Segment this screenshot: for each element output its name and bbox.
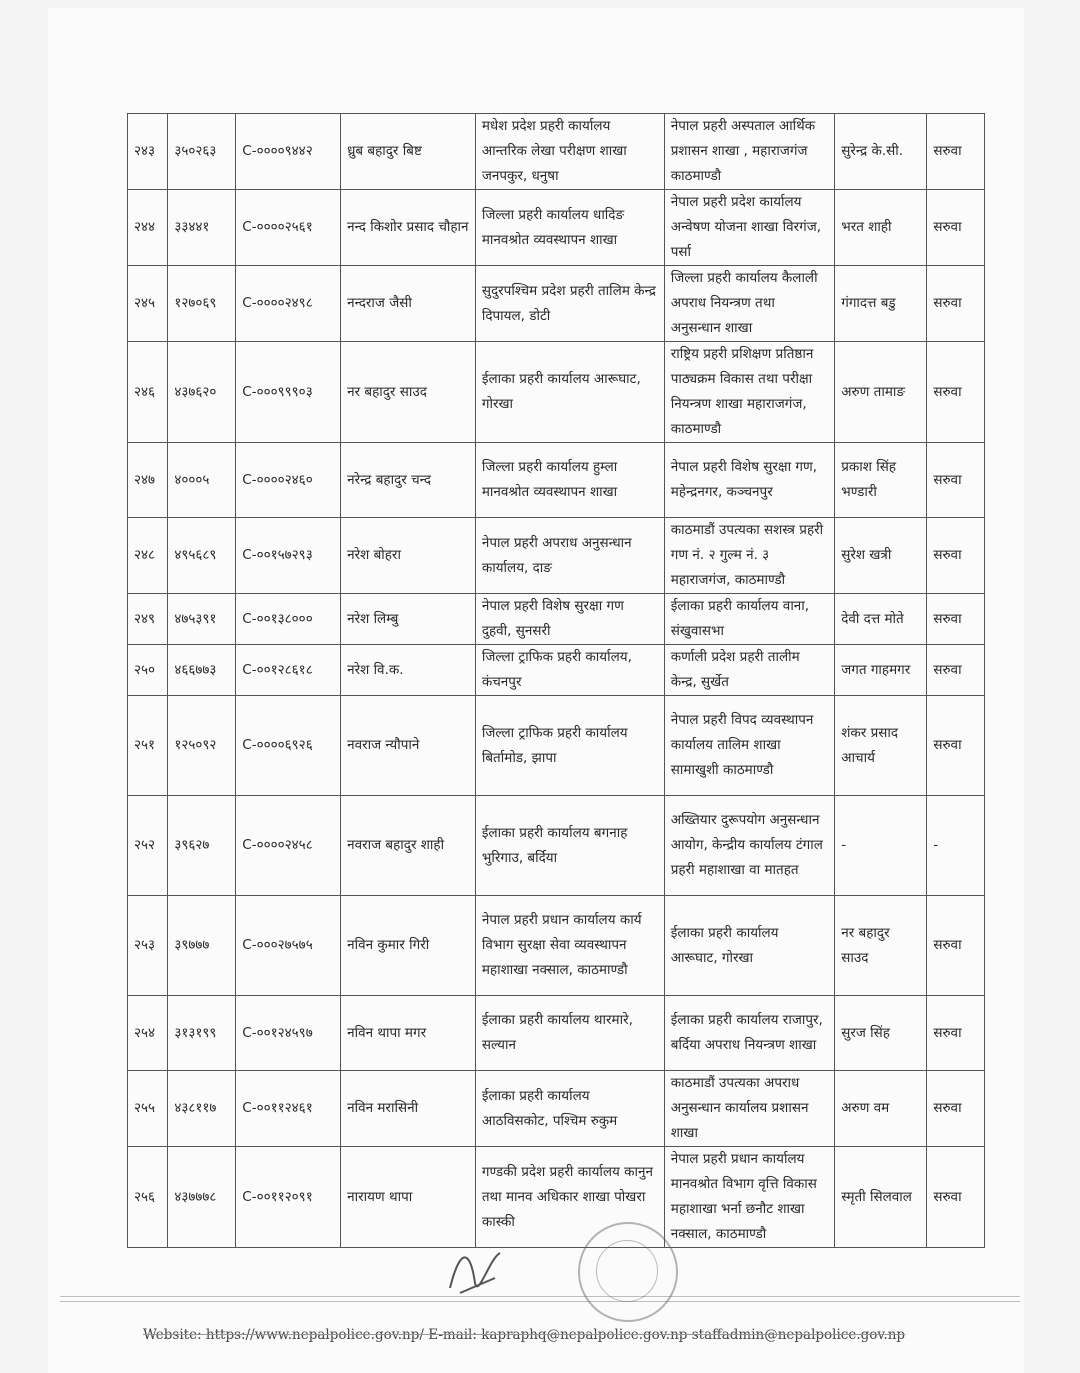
serial-number-cell: २४४ <box>128 190 168 266</box>
replacement-name-cell: सुरेन्द्र के.सी. <box>835 114 927 190</box>
replacement-name-cell: प्रकाश सिंह भण्डारी <box>835 443 927 518</box>
employee-id-cell: ३९६२७ <box>168 796 236 896</box>
current-office-cell: नेपाल प्रहरी अपराध अनुसन्धान कार्यालय, दाङ <box>475 518 664 594</box>
remarks-cell: सरुवा <box>927 1071 985 1147</box>
table-row <box>128 594 985 645</box>
employee-id-cell: ३३४४१ <box>168 190 236 266</box>
employee-id-cell: ३१३१९९ <box>168 996 236 1071</box>
footer-divider <box>60 1296 1020 1297</box>
employee-id-cell: ३५०२६३ <box>168 114 236 190</box>
replacement-name-cell: सुरेश खत्री <box>835 518 927 594</box>
employee-name-cell: नवराज न्यौपाने <box>341 696 476 796</box>
employee-code-cell: C-००११२४६१ <box>236 1071 341 1147</box>
replacement-name-cell: अरुण तामाङ <box>835 342 927 443</box>
serial-number-cell: २५५ <box>128 1071 168 1147</box>
transfer-office-cell: नेपाल प्रहरी अस्पताल आर्थिक प्रशासन शाखा , महाराजगंज काठमाण्डौ <box>664 114 834 190</box>
transfer-office-cell: नेपाल प्रहरी प्रधान कार्यालय मानवश्रोत विभाग वृत्ति विकास महाशाखा भर्ना छनौट शाखा नक्साल, काठमाण्डौ <box>664 1147 834 1248</box>
serial-number-cell: २४९ <box>128 594 168 645</box>
transfer-office-cell: नेपाल प्रहरी विपद व्यवस्थापन कार्यालय तालिम शाखा सामाखुशी काठमाण्डौ <box>664 696 834 796</box>
replacement-name-cell: सुरज सिंह <box>835 996 927 1071</box>
employee-id-cell: ३९७७७ <box>168 896 236 996</box>
remarks-cell: सरुवा <box>927 594 985 645</box>
employee-code-cell: C-००००२४५८ <box>236 796 341 896</box>
serial-number-cell: २४३ <box>128 114 168 190</box>
current-office-cell: जिल्ला ट्राफिक प्रहरी कार्यालय, कंचनपुर <box>475 645 664 696</box>
serial-number-cell: २४५ <box>128 266 168 342</box>
replacement-name-cell: जगत गाहमगर <box>835 645 927 696</box>
footer-divider <box>60 1301 1020 1302</box>
employee-code-cell: C-००१५७२९३ <box>236 518 341 594</box>
replacement-name-cell: नर बहादुर साउद <box>835 896 927 996</box>
transfer-table <box>127 113 985 1248</box>
employee-code-cell: C-००००२४९८ <box>236 266 341 342</box>
transfer-office-cell: नेपाल प्रहरी प्रदेश कार्यालय अन्वेषण योजना शाखा विरगंज, पर्सा <box>664 190 834 266</box>
employee-id-cell: ४९५६८९ <box>168 518 236 594</box>
employee-code-cell: C-००१२८६१८ <box>236 645 341 696</box>
employee-name-cell: नविन थापा मगर <box>341 996 476 1071</box>
current-office-cell: जिल्ला प्रहरी कार्यालय हुम्ला मानवश्रोत व्यवस्थापन शाखा <box>475 443 664 518</box>
serial-number-cell: २४६ <box>128 342 168 443</box>
transfer-office-cell: काठमाडौं उपत्यका अपराध अनुसन्धान कार्यालय प्रशासन शाखा <box>664 1071 834 1147</box>
current-office-cell: ईलाका प्रहरी कार्यालय बगनाह भुरिगाउ, बर्दिया <box>475 796 664 896</box>
replacement-name-cell: स्मृती सिलवाल <box>835 1147 927 1248</box>
current-office-cell: गण्डकी प्रदेश प्रहरी कार्यालय कानुन तथा मानव अधिकार शाखा पोखरा कास्की <box>475 1147 664 1248</box>
employee-name-cell: नविन कुमार गिरी <box>341 896 476 996</box>
current-office-cell: ईलाका प्रहरी कार्यालय थारमारे, सल्यान <box>475 996 664 1071</box>
transfer-office-cell: ईलाका प्रहरी कार्यालय राजापुर, बर्दिया अपराध नियन्त्रण शाखा <box>664 996 834 1071</box>
serial-number-cell: २४८ <box>128 518 168 594</box>
employee-name-cell: नरेश वि.क. <box>341 645 476 696</box>
remarks-cell: सरुवा <box>927 1147 985 1248</box>
transfer-office-cell: ईलाका प्रहरी कार्यालय वाना, संखुवासभा <box>664 594 834 645</box>
remarks-cell: सरुवा <box>927 696 985 796</box>
employee-name-cell: नन्दराज जैसी <box>341 266 476 342</box>
table-row <box>128 342 985 443</box>
employee-id-cell: ४३७६२० <box>168 342 236 443</box>
transfer-office-cell: जिल्ला प्रहरी कार्यालय कैलाली अपराध नियन्त्रण तथा अनुसन्धान शाखा <box>664 266 834 342</box>
employee-name-cell: ध्रुब बहादुर बिष्ट <box>341 114 476 190</box>
table-row <box>128 266 985 342</box>
replacement-name-cell: शंकर प्रसाद आचार्य <box>835 696 927 796</box>
employee-name-cell: नविन मरासिनी <box>341 1071 476 1147</box>
employee-code-cell: C-०००९९९०३ <box>236 342 341 443</box>
office-seal-icon <box>578 1222 678 1322</box>
signature-icon <box>440 1238 510 1308</box>
employee-name-cell: नारायण थापा <box>341 1147 476 1248</box>
current-office-cell: नेपाल प्रहरी विशेष सुरक्षा गण दुहवी, सुनसरी <box>475 594 664 645</box>
serial-number-cell: २५३ <box>128 896 168 996</box>
employee-id-cell: १२५०९२ <box>168 696 236 796</box>
transfer-office-cell: कर्णाली प्रदेश प्रहरी तालीम केन्द्र, सुर्खेत <box>664 645 834 696</box>
employee-code-cell: C-००१२४५९७ <box>236 996 341 1071</box>
current-office-cell: ईलाका प्रहरी कार्यालय आरूघाट, गोरखा <box>475 342 664 443</box>
replacement-name-cell: देवी दत्त मोते <box>835 594 927 645</box>
current-office-cell: नेपाल प्रहरी प्रधान कार्यालय कार्य विभाग सुरक्षा सेवा व्यवस्थापन महाशाखा नक्साल, काठमाण्डौ <box>475 896 664 996</box>
serial-number-cell: २५१ <box>128 696 168 796</box>
remarks-cell: सरुवा <box>927 645 985 696</box>
serial-number-cell: २५४ <box>128 996 168 1071</box>
table-row <box>128 645 985 696</box>
employee-code-cell: C-००११२०९१ <box>236 1147 341 1248</box>
table-row <box>128 1147 985 1248</box>
table-row <box>128 996 985 1071</box>
table-row <box>128 896 985 996</box>
current-office-cell: ईलाका प्रहरी कार्यालय आठविसकोट, पश्चिम रुकुम <box>475 1071 664 1147</box>
remarks-cell: सरुवा <box>927 518 985 594</box>
transfer-office-cell: राष्ट्रिय प्रहरी प्रशिक्षण प्रतिष्ठान पाठ्यक्रम विकास तथा परीक्षा नियन्त्रण शाखा महाराजगंज, काठमाण्डौ <box>664 342 834 443</box>
table-row <box>128 796 985 896</box>
remarks-cell: सरुवा <box>927 996 985 1071</box>
current-office-cell: सुदुरपश्चिम प्रदेश प्रहरी तालिम केन्द्र दिपायल, डोटी <box>475 266 664 342</box>
transfer-office-cell: ईलाका प्रहरी कार्यालय आरूघाट, गोरखा <box>664 896 834 996</box>
employee-code-cell: C-००००६९२६ <box>236 696 341 796</box>
table-row <box>128 443 985 518</box>
employee-name-cell: नरेश लिम्बु <box>341 594 476 645</box>
transfer-office-cell: काठमाडौं उपत्यका सशस्त्र प्रहरी गण नं. २ गुल्म नं. ३ महाराजगंज, काठमाण्डौ <box>664 518 834 594</box>
table-row <box>128 696 985 796</box>
transfer-office-cell: अख्तियार दुरूपयोग अनुसन्धान आयोग, केन्द्रीय कार्यालय टंगाल प्रहरी महाशाखा वा मातहत <box>664 796 834 896</box>
current-office-cell: मधेश प्रदेश प्रहरी कार्यालय आन्तरिक लेखा परीक्षण शाखा जनपकुर, धनुषा <box>475 114 664 190</box>
employee-id-cell: ४३७७७८ <box>168 1147 236 1248</box>
remarks-cell: सरुवा <box>927 266 985 342</box>
employee-id-cell: १२७०६९ <box>168 266 236 342</box>
employee-name-cell: नर बहादुर साउद <box>341 342 476 443</box>
transfer-office-cell: नेपाल प्रहरी विशेष सुरक्षा गण, महेन्द्रनगर, कञ्चनपुर <box>664 443 834 518</box>
replacement-name-cell: भरत शाही <box>835 190 927 266</box>
employee-code-cell: C-००१३८००० <box>236 594 341 645</box>
employee-code-cell: C-०००२७५७५ <box>236 896 341 996</box>
employee-id-cell: ४६६७७३ <box>168 645 236 696</box>
employee-id-cell: ४७५३९१ <box>168 594 236 645</box>
employee-name-cell: नवराज बहादुर शाही <box>341 796 476 896</box>
employee-name-cell: नन्द किशोर प्रसाद चौहान <box>341 190 476 266</box>
current-office-cell: जिल्ला ट्राफिक प्रहरी कार्यालय बिर्तामोड, झापा <box>475 696 664 796</box>
remarks-cell: सरुवा <box>927 896 985 996</box>
employee-code-cell: C-००००९४४२ <box>236 114 341 190</box>
employee-name-cell: नरेन्द्र बहादुर चन्द <box>341 443 476 518</box>
remarks-cell: सरुवा <box>927 342 985 443</box>
remarks-cell: - <box>927 796 985 896</box>
employee-id-cell: ४०००५ <box>168 443 236 518</box>
remarks-cell: सरुवा <box>927 114 985 190</box>
employee-id-cell: ४३८११७ <box>168 1071 236 1147</box>
employee-code-cell: C-००००२४६० <box>236 443 341 518</box>
serial-number-cell: २४७ <box>128 443 168 518</box>
employee-name-cell: नरेश बोहरा <box>341 518 476 594</box>
serial-number-cell: २५६ <box>128 1147 168 1248</box>
remarks-cell: सरुवा <box>927 190 985 266</box>
replacement-name-cell: गंगादत्त बडु <box>835 266 927 342</box>
table-row <box>128 1071 985 1147</box>
replacement-name-cell: - <box>835 796 927 896</box>
table-row <box>128 518 985 594</box>
replacement-name-cell: अरुण वम <box>835 1071 927 1147</box>
serial-number-cell: २५२ <box>128 796 168 896</box>
footer-contact: Website: https://www.nepalpolice.gov.np/ E-mail: kapraphq@nepalpolice.gov.np staffadmin@nepalpolice.gov.np <box>143 1327 906 1343</box>
table-row <box>128 190 985 266</box>
remarks-cell: सरुवा <box>927 443 985 518</box>
current-office-cell: जिल्ला प्रहरी कार्यालय धादिङ मानवश्रोत व्यवस्थापन शाखा <box>475 190 664 266</box>
table-row <box>128 114 985 190</box>
employee-code-cell: C-००००२५६१ <box>236 190 341 266</box>
serial-number-cell: २५० <box>128 645 168 696</box>
